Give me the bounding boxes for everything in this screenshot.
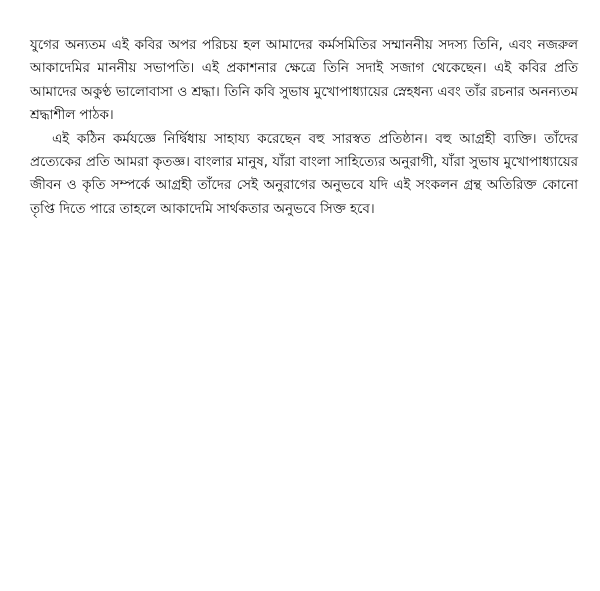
body-text (30, 34, 578, 221)
paragraph-2: এই কঠিন কর্মযজ্ঞে নির্দ্বিধায় সাহায্য করেছেন বহু সারস্বত প্রতিষ্ঠান। বহু আগ্রহী ব্যক্তি। তাঁদের প্রত্যেকের প্রতি আমরা কৃতজ্ঞ। বাংলার মানুষ, যাঁরা বাংলা সাহিত্যের অনুরাগী, যাঁরা সুভাষ মুখোপাধ্যায়ের জীবন ও কৃতি সম্পর্কে আগ্রহী তাঁদের সেই অনুরাগের অনুভবে যদি এই সংকলন গ্রন্থ অতিরিক্ত কোনো তৃপ্তি দিতে পারে তাহলে আকাদেমি সার্থকতার অনুভবে সিক্ত হবে। (30, 131, 578, 217)
paragraph-1: যুগের অন্যতম এই কবির অপর পরিচয় হল আমাদের কর্মসমিতির সম্মাননীয় সদস্য তিনি, এবং নজরুল আকাদেমির মাননীয় সভাপতি। এই প্রকাশনার ক্ষেত্রে তিনি সদাই সজাগ থেকেছেন। এই কবির প্রতি আমাদের অকুণ্ঠ ভালোবাসা ও শ্রদ্ধা। তিনি কবি সুভাষ মুখোপাধ্যায়ের স্নেহধন্য এবং তাঁর রচনার অনন্যতম শ্রদ্ধাশীল পাঠক। (30, 38, 578, 124)
